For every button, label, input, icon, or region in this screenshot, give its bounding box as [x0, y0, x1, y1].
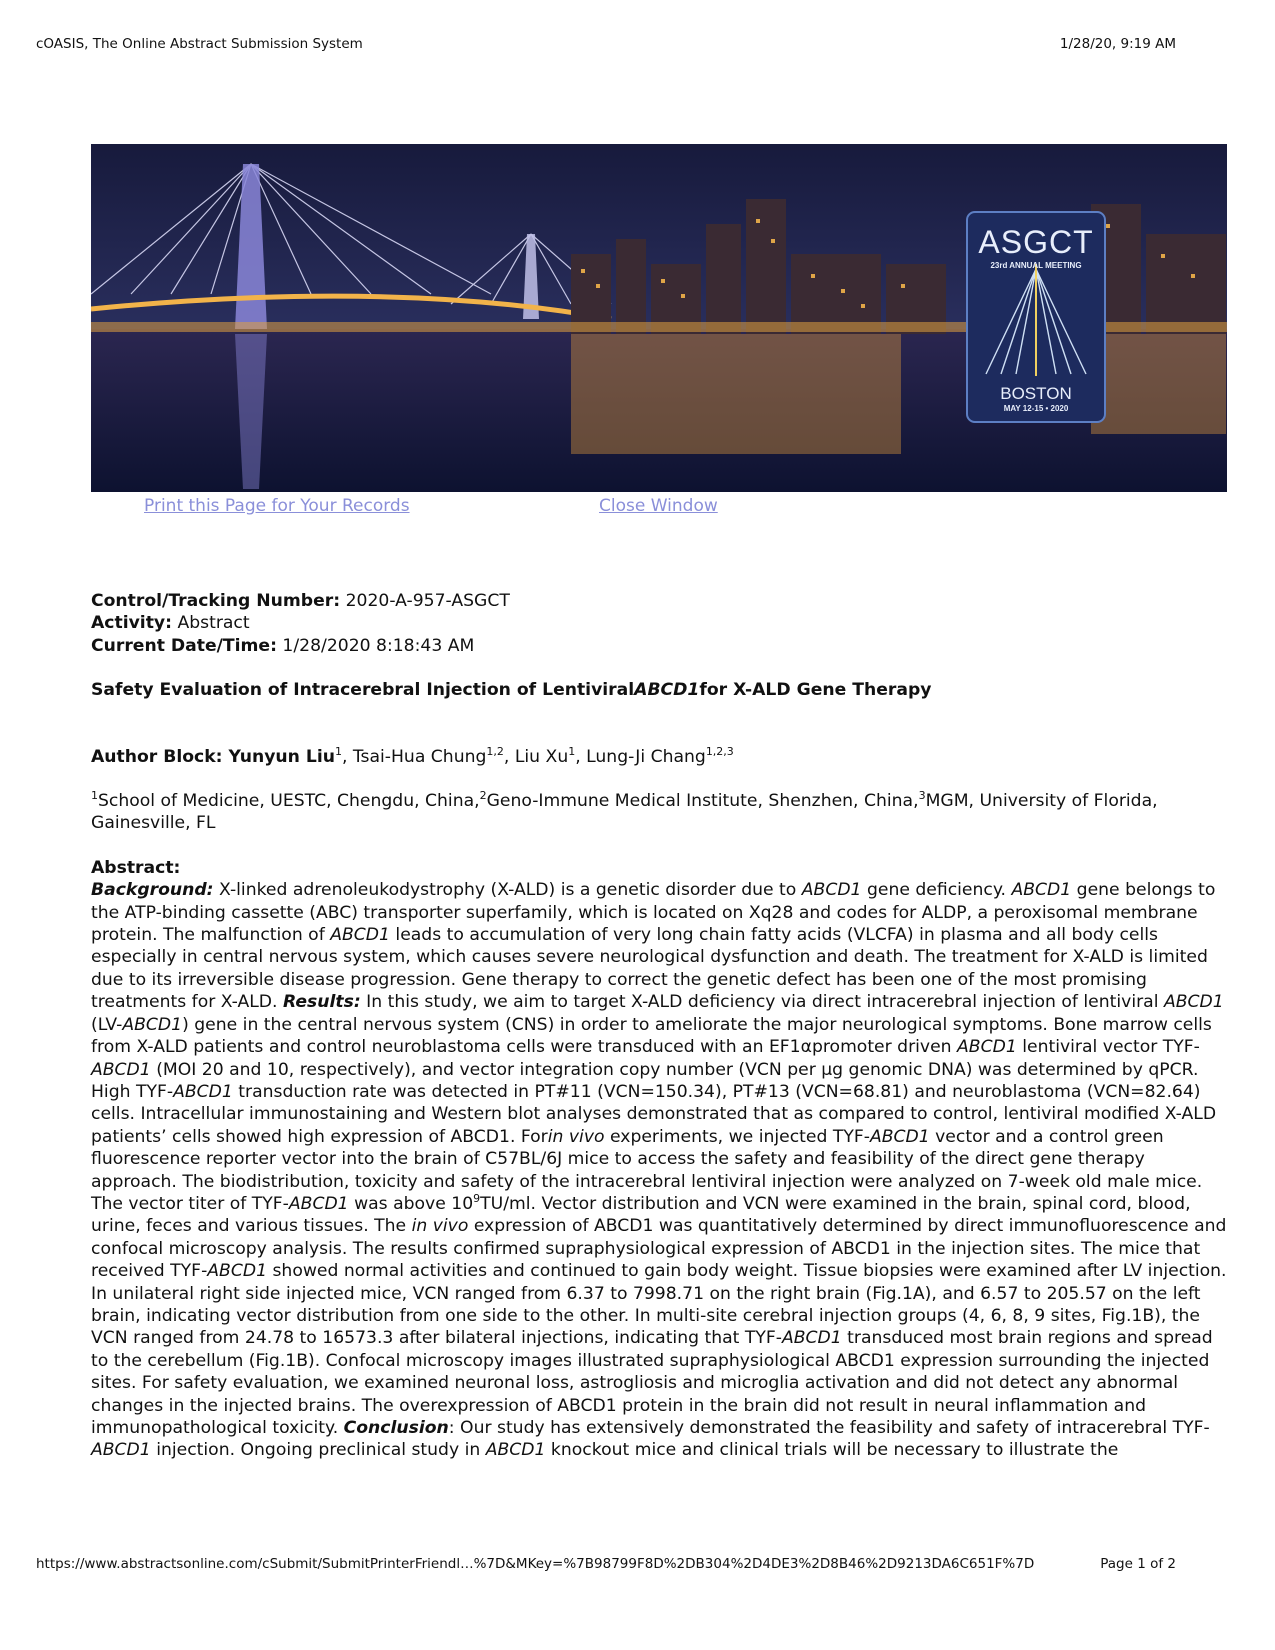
- affil-1-num: 1: [91, 789, 98, 803]
- gene-name: ABCD1: [91, 1440, 151, 1461]
- abstract-text: : Our study has extensively demonstrated the feasibility and safety of intracerebral TYF-: [448, 1418, 1210, 1438]
- author-4-name: , Lung-Ji Chang: [575, 746, 706, 767]
- gene-name: ABCD1: [1163, 992, 1224, 1013]
- gene-name: ABCD1: [91, 1059, 151, 1080]
- author-1-name: Yunyun Liu: [222, 746, 335, 767]
- gene-name: ABCD1: [1011, 880, 1072, 901]
- author-2-name: , Tsai-Hua Chung: [341, 746, 487, 767]
- author-2-affil: 1,2: [486, 744, 504, 758]
- abstract-text: gene belongs to the ATP-binding cassette (ABC) transporter superfamily, which is located on Xq28 and codes for ALDP, a peroxisomal membrane protein. The malfunction of: [91, 880, 1216, 946]
- browser-print-header: [36, 36, 1176, 52]
- logo-text-block: [967, 224, 1105, 270]
- conference-banner: [91, 144, 1227, 492]
- logo-title: ASGCT: [978, 224, 1094, 260]
- abstract-text: (LV-: [91, 1014, 123, 1035]
- close-window-link[interactable]: Close Window: [599, 496, 718, 516]
- tracking-number-line: [91, 590, 1227, 612]
- in-vivo-term: in vivo: [411, 1216, 469, 1237]
- browser-print-footer: [36, 1556, 1176, 1572]
- abstract-text: injection. Ongoing preclinical study in: [150, 1440, 486, 1461]
- activity-value: Abstract: [172, 613, 250, 634]
- title-part2: for X-ALD Gene Therapy: [699, 680, 932, 701]
- logo-city-block: [967, 384, 1105, 413]
- footer-url: https://www.abstractsonline.com/cSubmit/SubmitPrinterFriendl…%7D&MKey=%7B98799F8D%2DB304%2D4DE3%2D8B46%2D9213DA6C651F%7D: [36, 1556, 1035, 1572]
- abstract-text: vector and a control green fluorescence reporter vector into the brain of C57BL/6J mice to access the safety and feasibility of the direct gene therapy approach. The biodistribution, toxicity and safety of the intracerebral lentiviral injection were analyzed on 7-week old male mice. The vector titer of TYF-: [91, 1126, 1203, 1214]
- tracking-value: 2020-A-957-ASGCT: [340, 591, 510, 611]
- title-part1: Safety Evaluation of Intracerebral Injection of Lentiviral: [91, 680, 635, 701]
- conclusion-label: Conclusion: [343, 1418, 449, 1438]
- affil-3-num: 3: [918, 789, 926, 803]
- affiliations: [91, 790, 1227, 835]
- logo-city: BOSTON: [1000, 384, 1072, 403]
- gene-name: ABCD1: [869, 1126, 930, 1147]
- gene-name: ABCD1: [173, 1081, 233, 1102]
- abstract-document: [91, 590, 1227, 1462]
- affil-2-text: Geno-Immune Medical Institute, Shenzhen, China,: [486, 791, 919, 812]
- boston-skyline-image: [91, 144, 1227, 492]
- datetime-value: 1/28/2020 8:18:43 AM: [276, 635, 475, 656]
- gene-name: ABCD1: [288, 1193, 349, 1214]
- tracking-label: Control/Tracking Number:: [91, 591, 341, 611]
- abstract-text: (MOI 20 and 10, respectively), and vector integration copy number (VCN per μg genomic DNA) was determined by qPCR. High TYF-: [91, 1059, 1199, 1102]
- abstract-text: experiments, we injected TYF-: [604, 1126, 870, 1147]
- logo-dates: MAY 12-15 • 2020: [1003, 404, 1069, 413]
- background-label: Background:: [91, 880, 214, 901]
- gene-name: ABCD1: [122, 1014, 183, 1035]
- gene-name: ABCD1: [485, 1440, 546, 1461]
- abstract-text: lentiviral vector TYF-: [1016, 1037, 1200, 1058]
- abstract-text: In this study, we aim to target X-ALD deficiency via direct intracerebral injection of lentiviral: [360, 992, 1164, 1013]
- abstract-text: was above 10: [348, 1193, 474, 1214]
- affil-2-num: 2: [479, 789, 487, 803]
- affil-3-text: MGM, University of Florida, Gainesville, FL: [91, 791, 1158, 834]
- abstract-text: transduced most brain regions and spread to the cerebellum (Fig.1B). Confocal microscopy images illustrated supraphysiological ABCD1 expression surrounding the injected sites. For safety evaluation, we examined neuronal loss, astrogliosis and microglia activation and did not detect any abnormal changes in the injected brains. The overexpression of ABCD1 protein in the brain did not result in neural inflammation and immunopathological toxicity.: [91, 1328, 1213, 1438]
- gene-name: ABCD1: [957, 1037, 1017, 1058]
- print-page-link[interactable]: Print this Page for Your Records: [144, 496, 410, 516]
- gene-name: ABCD1: [207, 1261, 268, 1282]
- footer-page-number: Page 1 of 2: [1100, 1556, 1176, 1572]
- title-gene: ABCD1: [634, 680, 700, 701]
- abstract-heading: Abstract:: [91, 857, 181, 878]
- in-vivo-term: in vivo: [547, 1126, 605, 1147]
- gene-name: ABCD1: [781, 1328, 842, 1349]
- logo-subtitle: 23rd ANNUAL MEETING: [990, 261, 1082, 270]
- author-3-affil: 1: [568, 744, 576, 758]
- datetime-label: Current Date/Time:: [91, 635, 277, 656]
- titer-exponent: 9: [473, 1191, 481, 1205]
- abstract-body: [91, 879, 1227, 1462]
- author-block-label: Author Block:: [91, 746, 223, 767]
- results-label: Results:: [282, 992, 361, 1013]
- activity-label: Activity:: [91, 613, 172, 634]
- abstract-text: gene deficiency.: [861, 880, 1012, 901]
- datetime-line: [91, 635, 1227, 657]
- abstract-text: ) gene in the central nervous system (CNS) in order to ameliorate the major neurological symptoms. Bone marrow cells from X-ALD patients and control neuroblastoma cells were transduced with an EF1αpromoter driven: [91, 1014, 1212, 1058]
- abstract-title: [91, 679, 1227, 701]
- abstract-text: knockout mice and clinical trials will be necessary to illustrate the: [545, 1440, 1119, 1461]
- abstract-text: showed normal activities and continued to gain body weight. Tissue biopsies were examined after LV injection. In unilateral right side injected mice, VCN ranged from 6.37 to 7998.71 on the right brain (Fig.1A), and 6.57 to 205.57 on the left brain, indicating vector distribution from one side to the other. In multi-site cerebral injection groups (4, 6, 8, 9 sites, Fig.1B), the VCN ranged from 24.78 to 16573.3 after bilateral injections, indicating that TYF-: [91, 1261, 1227, 1349]
- abstract-text: transduction rate was detected in PT#11 (VCN=150.34), PT#13 (VCN=68.81) and neuroblastoma (VCN=82.64) cells. Intracellular immunostaining and Western blot analyses demonstrated that as compared to control, lentiviral modified X-ALD patients’ cells showed high expression of ABCD1. For: [91, 1081, 1217, 1147]
- abstract-text: X-linked adrenoleukodystrophy (X-ALD) is a genetic disorder due to: [213, 880, 802, 901]
- author-4-affil: 1,2,3: [705, 744, 734, 758]
- author-3-name: , Liu Xu: [503, 746, 569, 767]
- header-timestamp: 1/28/20, 9:19 AM: [1059, 36, 1176, 52]
- affil-1-text: School of Medicine, UESTC, Chengdu, China,: [98, 791, 480, 812]
- author-1-affil: 1: [334, 744, 342, 758]
- gene-name: ABCD1: [801, 880, 862, 901]
- author-block: [91, 746, 1227, 768]
- abstract-text: expression of ABCD1 was quantitatively determined by direct immunofluorescence and confocal microscopy analysis. The results confirmed supraphysiological expression of ABCD1 in the injection sites. The mice that received TYF-: [91, 1216, 1227, 1282]
- abstract-text: leads to accumulation of very long chain fatty acids (VLCFA) in plasma and all body cells especially in central nervous system, which causes severe neurological dysfunction and death. The treatment for X-ALD is limited due to its irreversible disease progression. Gene therapy to correct the genetic defect has been one of the most promising treatments for X-ALD.: [91, 925, 1208, 1013]
- gene-name: ABCD1: [330, 925, 390, 946]
- activity-line: [91, 612, 1227, 634]
- header-site-title: cOASIS, The Online Abstract Submission System: [36, 36, 363, 52]
- abstract-text: TU/ml. Vector distribution and VCN were examined in the brain, spinal cord, blood, urine, feces and various tissues. The: [91, 1193, 1191, 1237]
